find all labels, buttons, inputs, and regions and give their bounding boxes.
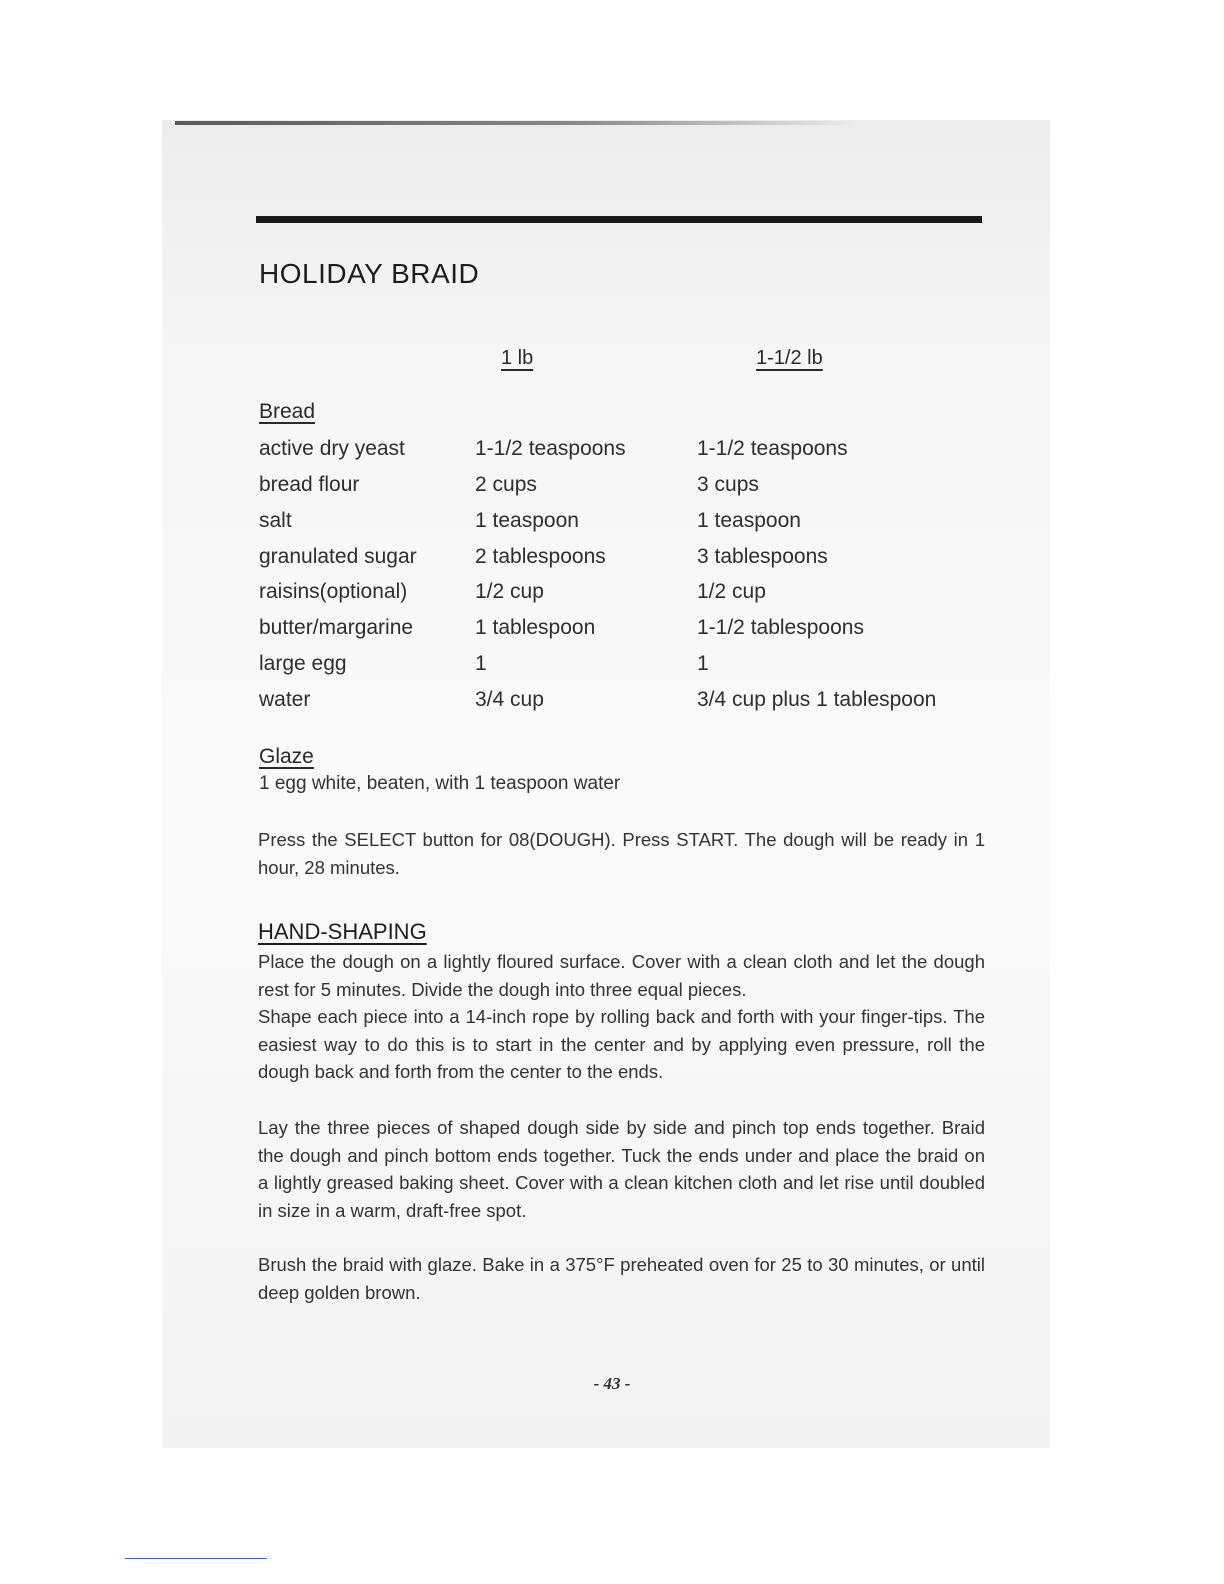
amount-1-5lb: 1 teaspoon [697,509,801,532]
amount-1-5lb: 3 cups [697,473,759,496]
glaze-section-label: Glaze [259,745,314,768]
hand-shaping-paragraph-4: Brush the braid with glaze. Bake in a 375°F preheated oven for 25 to 30 minutes, or until deep golden brown. [258,1254,985,1303]
ingredient-row [0,506,1224,542]
amount-1-5lb: 3 tablespoons [697,545,828,568]
ingredient-name: water [259,688,311,711]
ingredient-row [0,434,1224,470]
column-header-1-5lb: 1-1/2 lb [756,347,823,369]
recipe-title: HOLIDAY BRAID [259,258,480,289]
ingredient-name: large egg [259,652,347,675]
hand-shaping-heading: HAND-SHAPING [258,919,427,944]
amount-1-5lb: 1/2 cup [697,580,766,603]
amount-1-5lb: 3/4 cup plus 1 tablespoon [697,688,937,711]
hand-shaping-paragraph-3: Lay the three pieces of shaped dough side by side and pinch top ends together. Braid the dough and pinch bottom ends together. Tuck the ends under and place the braid on a lightly greased baking sheet. Cover with a clean kitchen cloth and let rise until doubled in size in a warm, draft-free spot. [258,1117,985,1221]
ingredient-row [0,649,1224,685]
amount-1lb: 1-1/2 teaspoons [475,437,626,460]
amount-1-5lb: 1 [697,652,709,675]
ingredient-name: bread flour [259,473,360,496]
page-number: - 43 - [593,1374,631,1393]
hand-shaping-paragraph-2: Shape each piece into a 14-inch rope by rolling back and forth with your finger-tips. The easiest way to do this is to start in the center and by applying even pressure, roll the dough back and forth from the center to the ends. [258,1006,985,1082]
ingredient-name: raisins(optional) [259,580,408,603]
amount-1-5lb: 1-1/2 tablespoons [697,616,864,639]
ingredient-name: granulated sugar [259,545,417,568]
amount-1lb: 2 tablespoons [475,545,606,568]
amount-1lb: 1 tablespoon [475,616,596,639]
column-header-1lb: 1 lb [501,347,534,369]
ingredient-name: salt [259,509,292,532]
amount-1lb: 3/4 cup [475,688,544,711]
amount-1lb: 2 cups [475,473,537,496]
amount-1lb: 1/2 cup [475,580,544,603]
ingredient-row [0,470,1224,506]
glaze-description: 1 egg white, beaten, with 1 teaspoon water [259,773,621,794]
hand-shaping-paragraph-1: Place the dough on a lightly floured surface. Cover with a clean cloth and let the dough rest for 5 minutes. Divide the dough into three equal pieces. [258,951,985,1000]
ingredient-name: active dry yeast [259,437,405,460]
ingredient-row [0,542,1224,578]
footnote-rule [125,1558,267,1559]
scan-edge-shadow [175,121,855,125]
ingredient-row [0,577,1224,613]
amount-1-5lb: 1-1/2 teaspoons [697,437,848,460]
ingredient-row [0,685,1224,721]
header-rule [256,216,982,223]
bread-section-label: Bread [259,400,316,423]
ingredient-row [0,613,1224,649]
ingredient-name: butter/margarine [259,616,414,639]
select-instructions: Press the SELECT button for 08(DOUGH). Press START. The dough will be ready in 1 hour, 28 minutes. [258,829,985,878]
amount-1lb: 1 [475,652,487,675]
amount-1lb: 1 teaspoon [475,509,579,532]
